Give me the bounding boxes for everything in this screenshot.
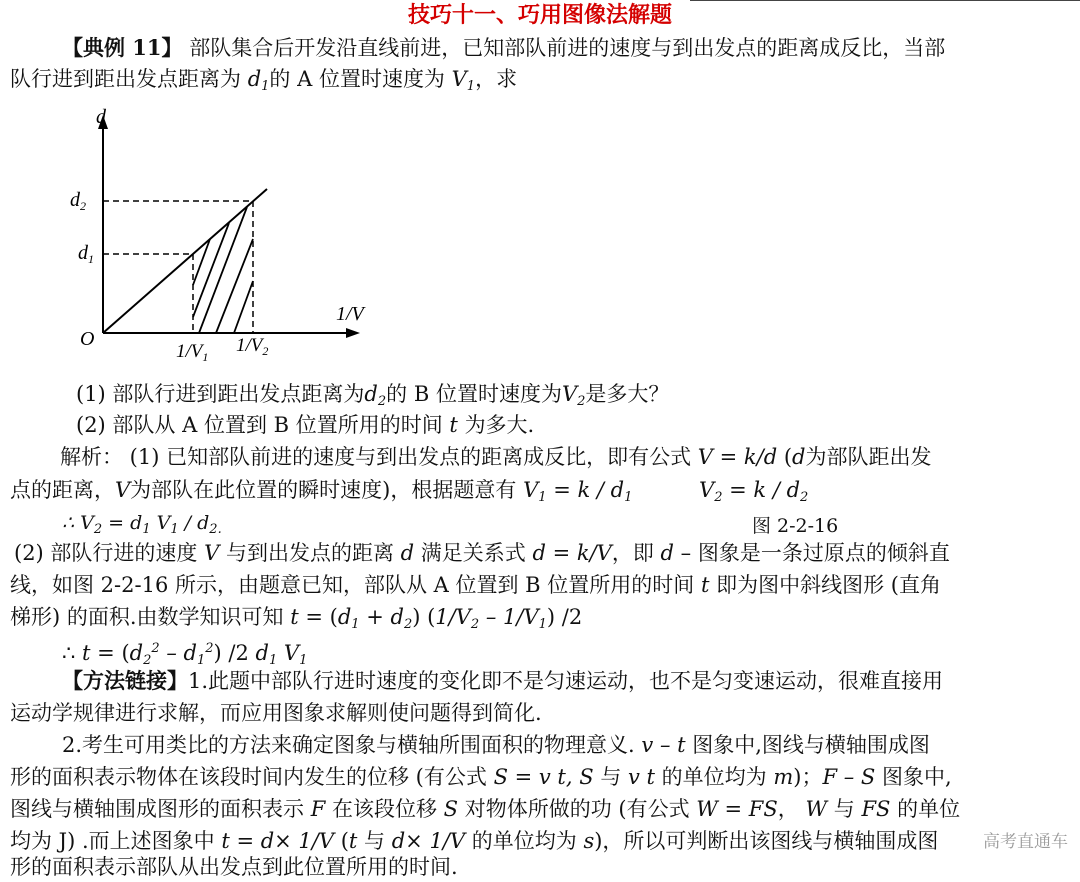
tick-1-over-v1: $1/V_1$ xyxy=(176,341,209,364)
method-line-6: 均为 J) .而上述图象中 t = d× 1/V (t 与 d× 1/V 的单位均为 s)，所以可判断出该图线与横轴围成图 xyxy=(10,829,939,853)
method-label: 【方法链接】 xyxy=(62,668,188,693)
d1-label: $d_1$ xyxy=(78,242,94,266)
method-line-4: 形的面积表示物体在该段时间内发生的位移 (有公式 S = v t, S 与 v t 的单位均为 m)；F – S 图象中, xyxy=(10,765,952,789)
origin-label: O xyxy=(80,328,95,350)
example-line-1: 【典例 11】 部队集合后开发沿直线前进，已知部队前进的速度与到出发点的距离成反比，当部 xyxy=(62,35,946,60)
x-axis-arrow xyxy=(346,328,360,338)
method-line-5: 图线与横轴围成图形的面积表示 F 在该段位移 S 对物体所做的功 (有公式 W = FS， W 与 FS 的单位 xyxy=(10,797,961,821)
page-title: 技巧十一、巧用图像法解题 xyxy=(407,3,672,28)
d-vs-inverse-v-graph xyxy=(60,105,390,370)
tick-1-over-v2: $1/V_2$ xyxy=(236,335,269,358)
method-line-1: 【方法链接】1.此题中部队行进时速度的变化即不是匀速运动，也不是匀变速运动，很难直接用 xyxy=(62,668,944,693)
solution-part2-line-4: ∴ $t = (d_2^2 - d_1^2)$ /2 $d_1$ $V_1$ xyxy=(62,641,308,668)
method-line-3: 2.考生可用类比的方法来确定图象与横轴所围面积的物理意义. v – t 图象中,图线与横轴围成图 xyxy=(62,733,930,757)
d2-label: $d_2$ xyxy=(70,189,86,213)
solution-part2-line-2: 线，如图 2-2-16 所示，由题意已知，部队从 A 位置到 B 位置所用的时间 t 即为图中斜线图形 (直角 xyxy=(10,573,941,597)
hatched-trapezoid xyxy=(193,207,253,333)
header-rule xyxy=(690,0,1080,1)
solution-part2-line-1: (2) 部队行进的速度 V 与到出发点的距离 d 满足关系式 d = k/V，即 d – 图象是一条过原点的倾斜直 xyxy=(14,541,950,565)
example-line-2: 队行进到距出发点距离为 $d_1$的 A 位置时速度为 $V_1$，求 xyxy=(10,67,518,94)
watermark: 高考直通车 xyxy=(983,832,1068,852)
x-axis-label: 1/V xyxy=(336,303,364,325)
solution-line-3: ∴ $V_2 = d_1$ $V_1 / d_{2.}$ xyxy=(62,512,222,537)
question-2: (2) 部队从 A 位置到 B 位置所用的时间 t 为多大. xyxy=(76,413,535,437)
solution-line-2: 点的距离，V为部队在此位置的瞬时速度)，根据题意有 $V_1 = k / d_1$ $V_2 = k / d_2$ xyxy=(10,478,809,505)
y-axis-label: d xyxy=(96,106,106,128)
method-line-2: 运动学规律进行求解，而应用图象求解则使问题得到简化. xyxy=(10,701,542,725)
solution-part2-line-3: 梯形) 的面积.由数学知识可知 $t = (d_1 + d_2)$ $(1/V_2 - 1/V_1)$ /2 xyxy=(10,605,583,632)
example-label: 【典例 11】 xyxy=(62,35,183,60)
question-1: (1) 部队行进到距出发点距离为$d_2$的 B 位置时速度为$V_2$是多大？ xyxy=(76,382,670,409)
solution-line-1: 解析： (1) 已知部队前进的速度与到出发点的距离成反比，即有公式 V = k/d (d为部队距出发 xyxy=(60,445,932,469)
figure-caption: 图 2-2-16 xyxy=(752,515,839,537)
method-line-7: 形的面积表示部队从出发点到此位置所用的时间. xyxy=(10,855,458,879)
